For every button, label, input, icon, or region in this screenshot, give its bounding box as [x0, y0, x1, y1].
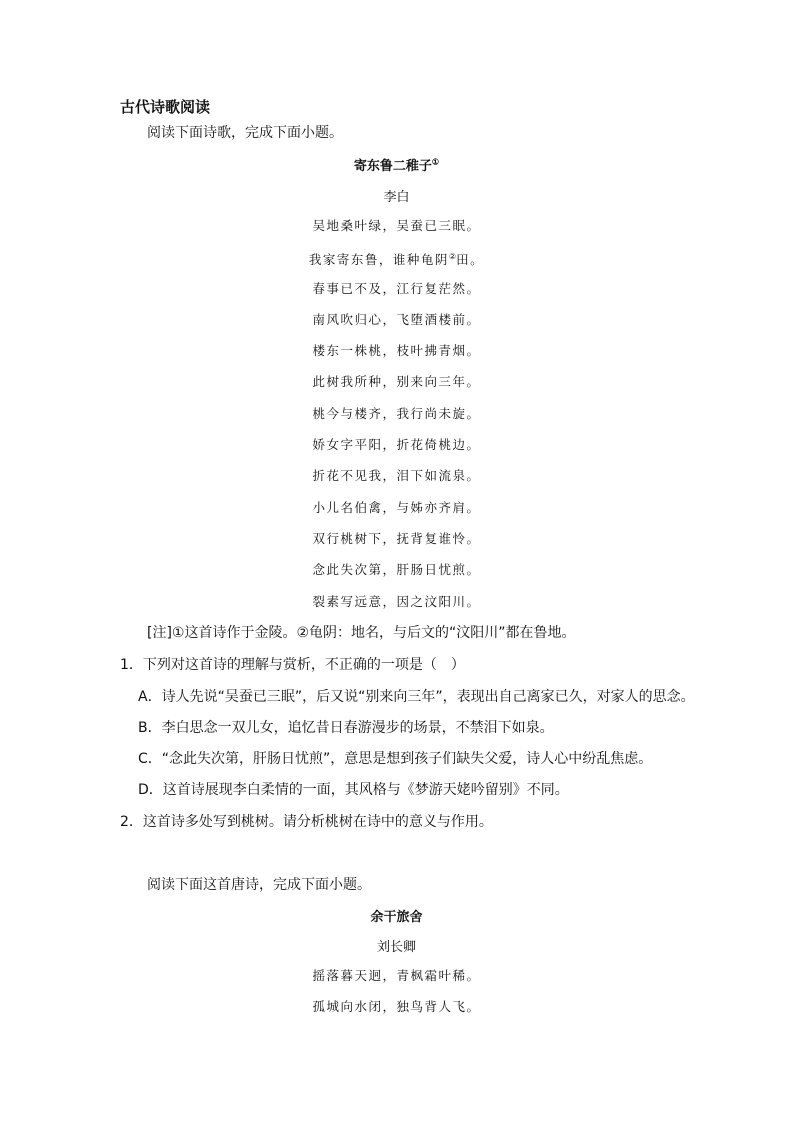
poem2-title: 余干旅舍 [370, 910, 423, 925]
poem-line: 南风吹归心，飞堕酒楼前。 [312, 311, 481, 327]
question-1-option-a: A．诗人先说“吴蚕已三眠”，后又说“别来向三年”，表现出自己离家已久，对家人的思念。 [138, 689, 695, 705]
poem-line [0, 241, 793, 272]
poem2-lines [0, 960, 793, 1023]
poem1-title-text: 寄东鲁二稚子 [353, 159, 432, 174]
poem-line: 娇女字平阳，折花倚桃边。 [312, 437, 481, 453]
passage1-instruction: 阅读下面诗歌，完成下面小题。 [147, 125, 343, 141]
poem-line: 桃今与楼齐，我行尚未旋。 [312, 405, 481, 421]
section-title: 古代诗歌阅读 [120, 98, 211, 116]
poem1-lines [0, 210, 793, 617]
question-1-stem: 1．下列对这首诗的理解与赏析，不正确的一项是（ ） [120, 657, 465, 673]
passage2-instruction: 阅读下面这首唐诗，完成下面小题。 [147, 877, 371, 893]
poem1-author: 李白 [383, 190, 410, 205]
poem-line: 此树我所种，别来向三年。 [312, 374, 481, 390]
question-1-option-c: C．“念此失次第，肝肠日忧煎”，意思是想到孩子们缺失父爱，诗人心中纷乱焦虑。 [138, 751, 653, 767]
poem1-title-note-mark: ① [431, 156, 440, 167]
poem-line: 小儿名伯禽，与姊亦齐肩。 [312, 499, 481, 515]
poem1-title [0, 155, 793, 174]
poem-line-tail: 田。 [456, 252, 485, 268]
poem-line: 念此失次第，肝肠日忧煎。 [312, 562, 481, 578]
poem-line: 春事已不及，江行复茫然。 [312, 280, 481, 296]
poem2-author: 刘长卿 [376, 940, 416, 955]
poem-line: 摇落暮天迥，青枫霜叶稀。 [312, 968, 481, 983]
poem-line: 吴地桑叶绿，吴蚕已三眠。 [312, 218, 481, 233]
poem-line: 折花不见我，泪下如流泉。 [312, 468, 481, 484]
poem-line-text: 我家寄东鲁，谁种龟阴 [308, 252, 449, 268]
poem-line: 孤城向水闭，独鸟背人飞。 [312, 999, 481, 1015]
poem1-footnote: [注]①这首诗作于金陵。②龟阴：地名，与后文的“汶阳川”都在鲁地。 [147, 625, 576, 641]
question-1-option-b: B．李白思念一双儿女，追忆昔日春游漫步的场景，不禁泪下如泉。 [138, 720, 554, 736]
poem-line: 双行桃树下，抚背复谁怜。 [312, 530, 481, 546]
poem-line: 楼东一株桃，枝叶拂青烟。 [312, 343, 481, 359]
question-2-stem: 2．这首诗多处写到桃树。请分析桃树在诗中的意义与作用。 [120, 814, 493, 830]
poem-line: 裂素写远意，因之汶阳川。 [312, 593, 481, 609]
poem1-line2-note-mark: ② [448, 252, 457, 262]
question-1-option-d: D．这首诗展现李白柔情的一面，其风格与《梦游天姥吟留别》不同。 [138, 782, 569, 798]
